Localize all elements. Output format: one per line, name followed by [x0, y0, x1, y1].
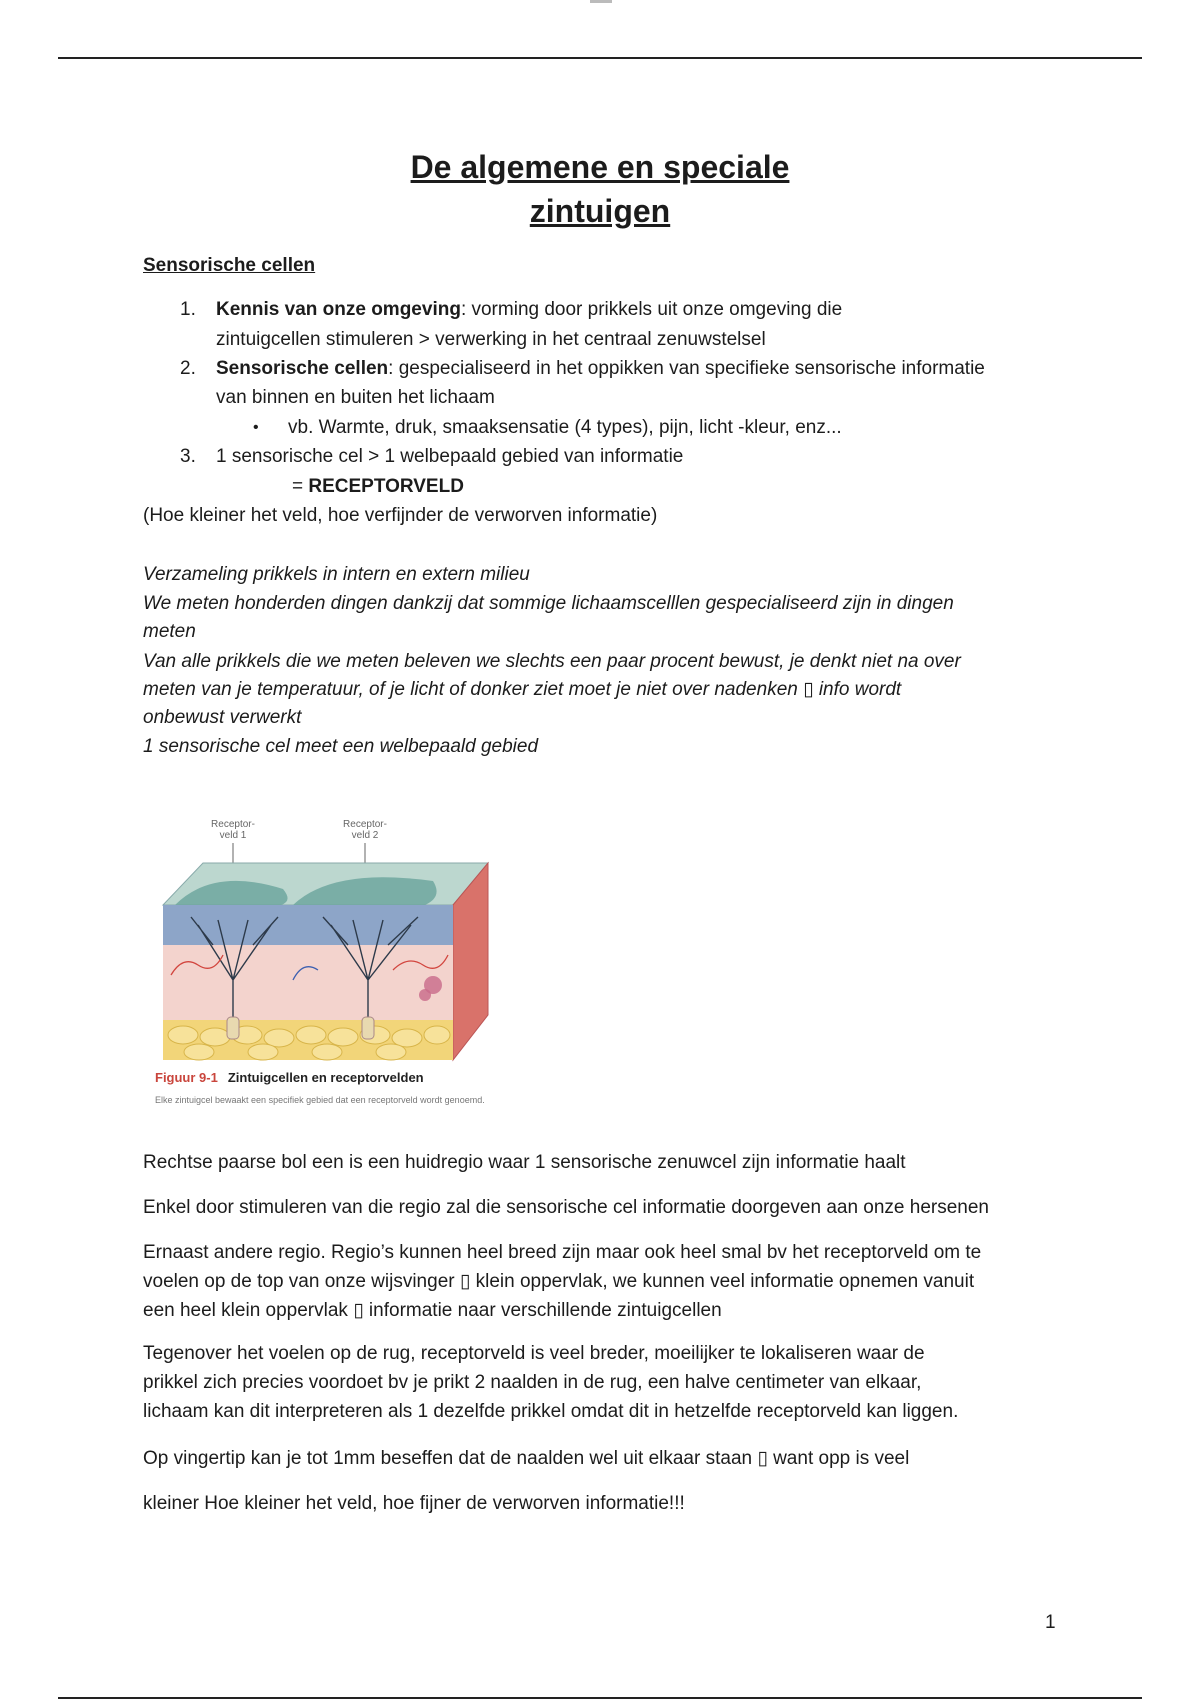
list-item-2-line2: van binnen en buiten het lichaam — [216, 387, 495, 408]
paragraph-4-line-3: lichaam kan dit interpreteren als 1 dezelfde prikkel omdat dit in hetzelfde receptorveld kan liggen. — [143, 1401, 959, 1422]
list-number-1: 1. — [180, 299, 196, 320]
bullet-icon: • — [253, 419, 259, 436]
list-item-1-bold: Kennis van onze omgeving — [216, 299, 461, 320]
italic-line-5: meten van je temperatuur, of je licht of donker ziet moet je niet over nadenken ▯ info wordt — [143, 679, 902, 700]
figure-subcaption: Elke zintuigcel bewaakt een specifiek gebied dat een receptorveld wordt genoemd. — [155, 1095, 485, 1105]
paragraph-3-line-2: voelen op de top van onze wijsvinger ▯ klein oppervlak, we kunnen veel informatie opnemen vanuit — [143, 1271, 975, 1292]
skin-cross-section-illustration — [143, 805, 521, 1065]
paragraph-2: Enkel door stimuleren van die regio zal die sensorische cel informatie doorgeven aan onze hersenen — [143, 1197, 990, 1218]
section-heading: Sensorische cellen — [143, 255, 316, 276]
page-title-line2: zintuigen — [529, 193, 671, 229]
header-rule — [58, 57, 1142, 59]
footer-rule — [58, 1697, 1142, 1699]
paragraph-5-line-1: Op vingertip kan je tot 1mm beseffen dat de naalden wel uit elkaar staan ▯ want opp is veel — [143, 1448, 910, 1469]
paragraph-3-line-1: Ernaast andere regio. Regio’s kunnen heel breed zijn maar ook heel smal bv het receptorveld om te — [143, 1242, 982, 1263]
paragraph-5-line-2: kleiner Hoe kleiner het veld, hoe fijner de verworven informatie!!! — [143, 1493, 685, 1514]
list-item-2-line1 — [216, 354, 985, 383]
figure-label-1a: Receptor- — [211, 819, 255, 830]
page-title-line1: De algemene en speciale — [410, 149, 790, 185]
italic-line-6: onbewust verwerkt — [143, 707, 302, 728]
list-number-2: 2. — [180, 358, 196, 379]
figure-label-1b: veld 1 — [219, 830, 247, 841]
list-item-2-bullet: vb. Warmte, druk, smaaksensatie (4 types), pijn, licht -kleur, enz... — [288, 417, 842, 438]
note-line: (Hoe kleiner het veld, hoe verfijnder de verworven informatie) — [143, 505, 658, 526]
list-item-3-line1: 1 sensorische cel > 1 welbepaald gebied van informatie — [216, 446, 684, 467]
paragraph-3-line-3: een heel klein oppervlak ▯ informatie naar verschillende zintuigcellen — [143, 1300, 722, 1321]
list-item-1-line2: zintuigcellen stimuleren > verwerking in het centraal zenuwstelsel — [216, 329, 766, 350]
receptorveld-term: RECEPTORVELD — [308, 476, 464, 497]
page-number: 1 — [1045, 1612, 1056, 1633]
header-mark — [590, 0, 612, 3]
list-item-1-text: : vorming door prikkels uit onze omgeving die — [460, 299, 843, 320]
list-item-1-line1 — [216, 295, 842, 324]
list-number-3: 3. — [180, 446, 196, 467]
figure-number: Figuur 9-1 — [155, 1070, 218, 1085]
list-item-2-bold: Sensorische cellen — [216, 358, 389, 379]
figure-caption — [155, 1070, 424, 1085]
paragraph-1: Rechtse paarse bol een is een huidregio waar 1 sensorische zenuwcel zijn informatie haalt — [143, 1152, 906, 1173]
figure-label-2b: veld 2 — [351, 830, 379, 841]
receptorveld-eq: = — [292, 476, 309, 497]
italic-line-7: 1 sensorische cel meet een welbepaald gebied — [143, 736, 539, 757]
figure-label-2a: Receptor- — [343, 819, 387, 830]
receptorveld-definition — [292, 472, 464, 501]
italic-line-1: Verzameling prikkels in intern en extern milieu — [143, 564, 530, 585]
italic-line-4: Van alle prikkels die we meten beleven we slechts een paar procent bewust, je denkt niet na over — [143, 651, 961, 672]
paragraph-4-line-1: Tegenover het voelen op de rug, receptorveld is veel breder, moeilijker te lokaliseren waar de — [143, 1343, 925, 1364]
italic-line-3: meten — [143, 621, 196, 642]
italic-line-2: We meten honderden dingen dankzij dat sommige lichaamscelllen gespecialiseerd zijn in dingen — [143, 593, 954, 614]
list-item-2-text: : gespecialiseerd in het oppikken van specifieke sensorische informatie — [388, 358, 985, 379]
paragraph-4-line-2: prikkel zich precies voordoet bv je prikt 2 naalden in de rug, een halve centimeter van elkaar, — [143, 1372, 922, 1393]
figure-title: Zintuigcellen en receptorvelden — [227, 1070, 424, 1085]
